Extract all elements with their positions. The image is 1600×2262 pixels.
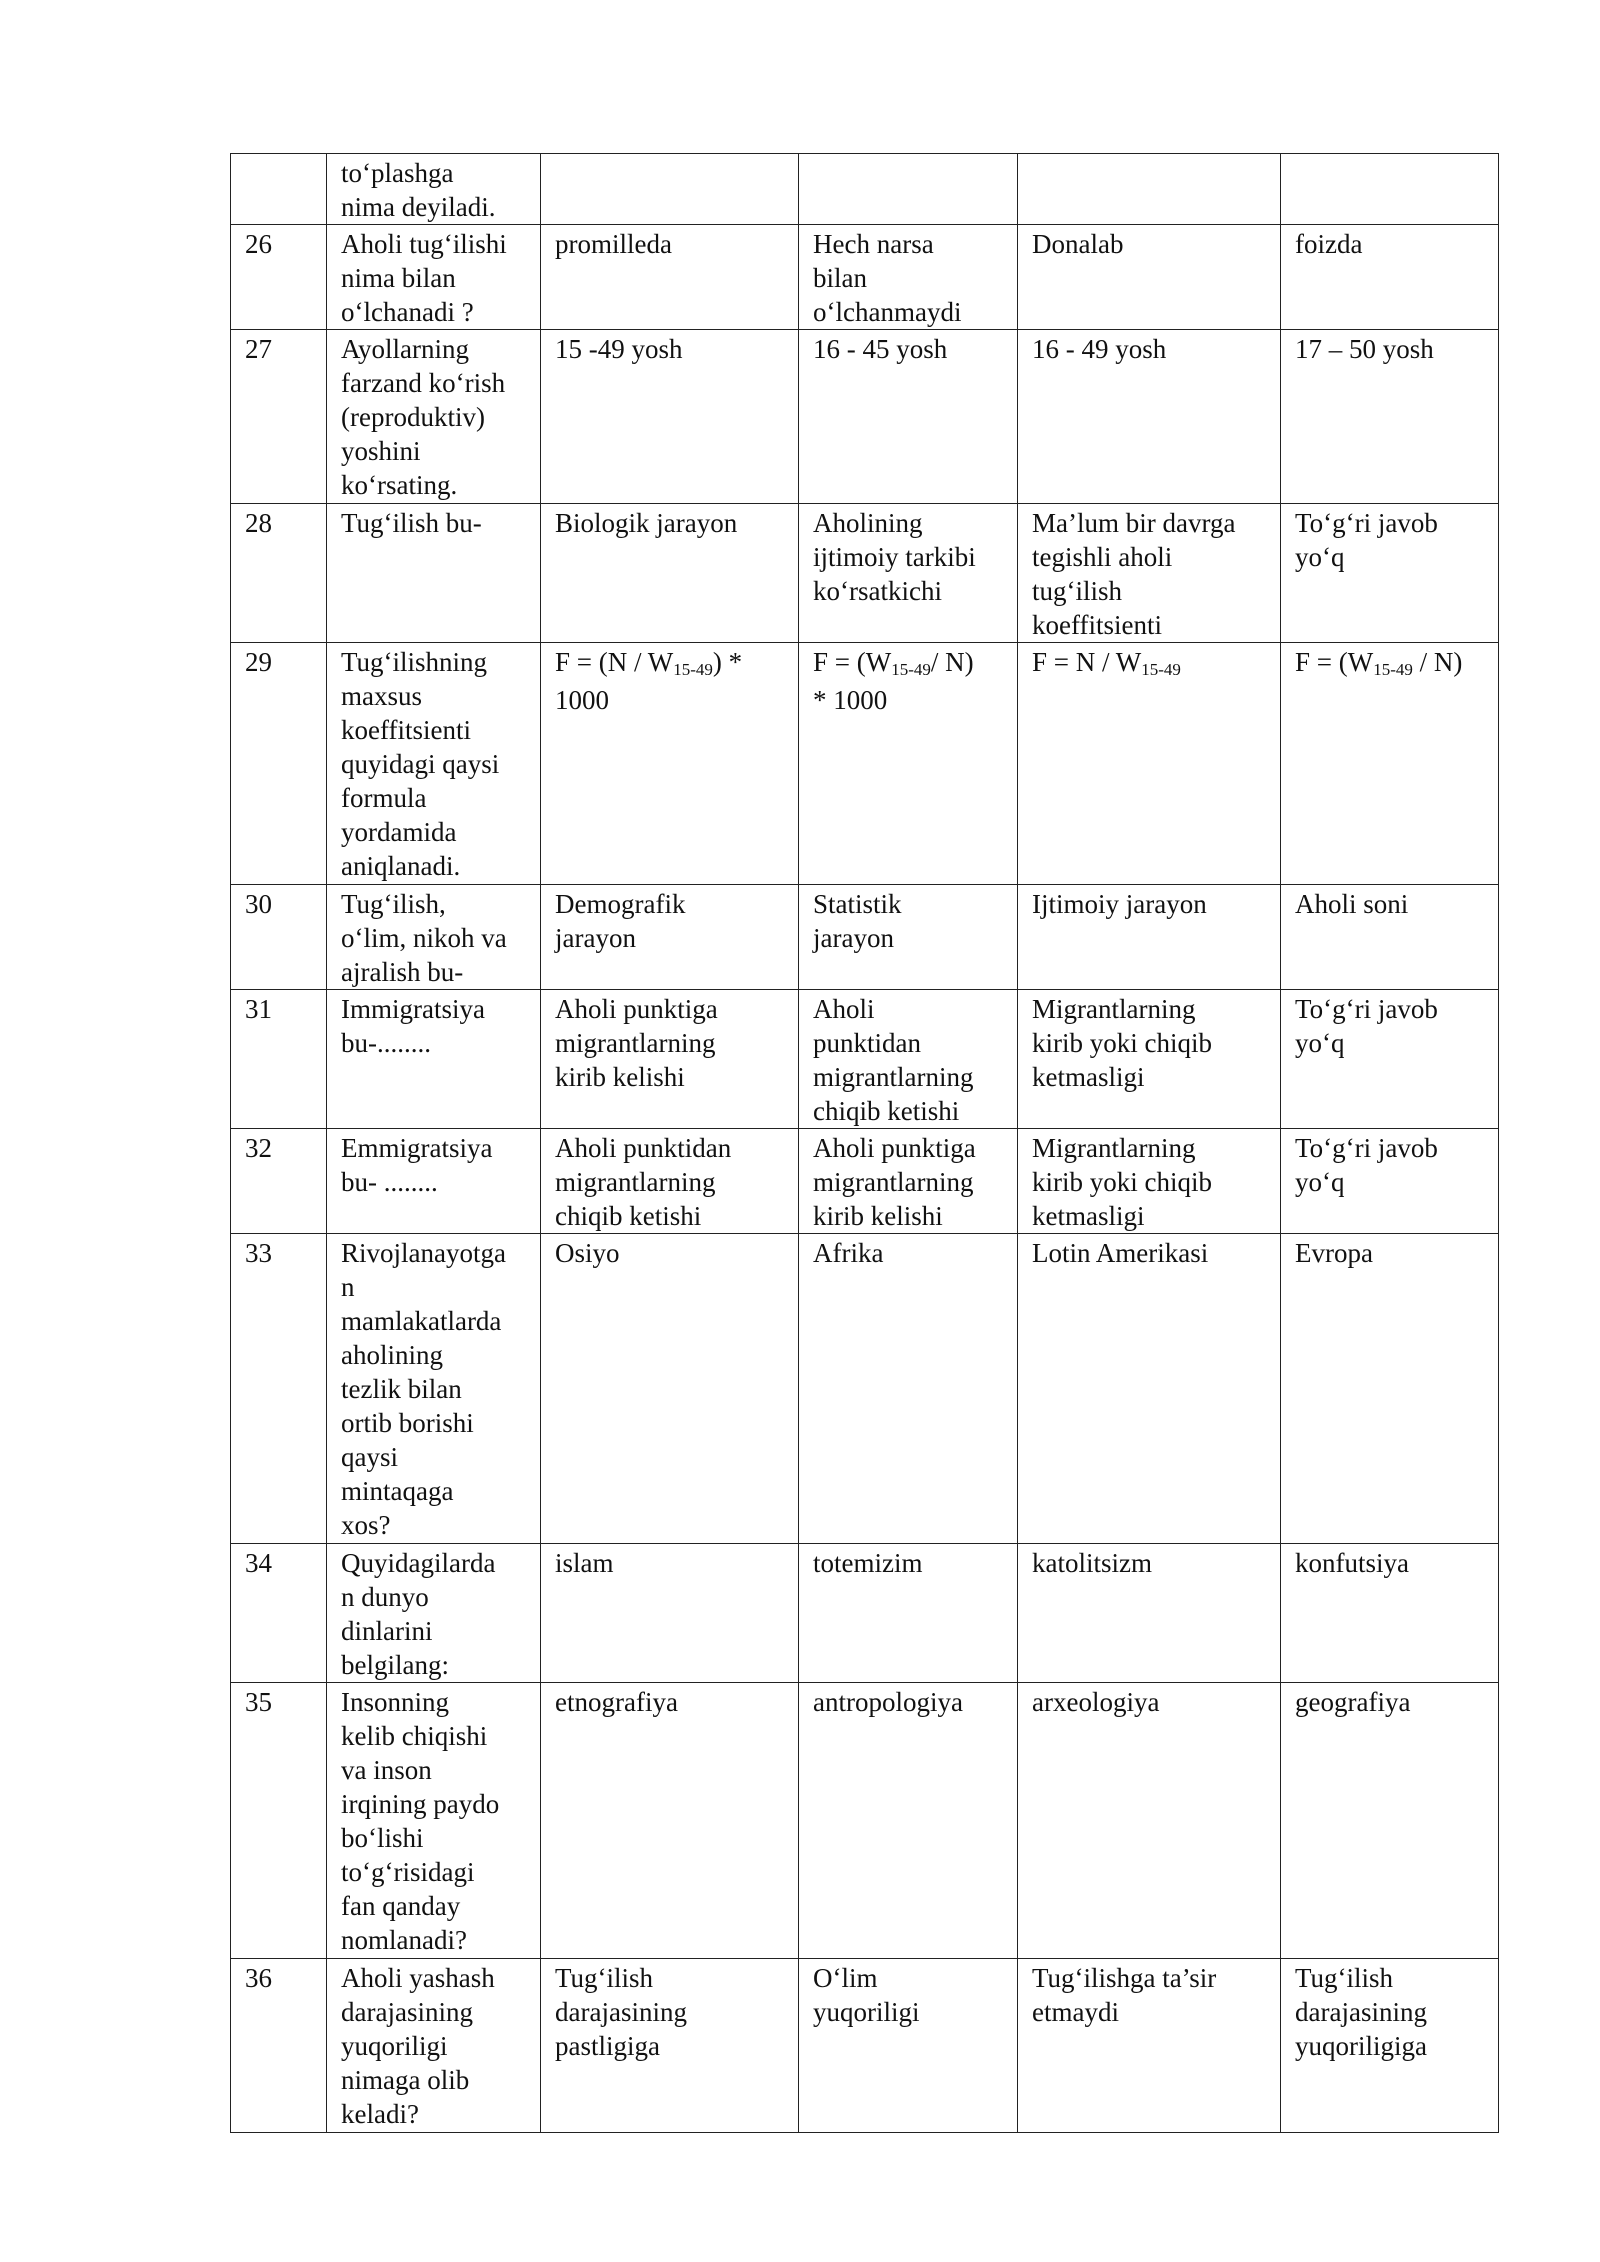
answer-b: 16 - 45 yosh [813, 334, 948, 364]
table-cell-question-text [327, 1959, 541, 2133]
answer-c: katolitsizm [1032, 1548, 1152, 1578]
table-row [231, 1959, 1499, 2133]
formula [1032, 645, 1266, 683]
table-cell-answer-a [541, 1129, 799, 1234]
table-row [231, 885, 1499, 990]
answer-b: Aholi punktiga migrantlarning kirib kelishi [813, 1133, 976, 1231]
table-cell-question-text [327, 990, 541, 1129]
answer-c: Ijtimoiy jarayon [1032, 889, 1207, 919]
question-number: 26 [245, 229, 272, 259]
table-cell-answer-c [1018, 1683, 1281, 1959]
quiz-table [230, 153, 1499, 2133]
table-cell-question-number [231, 504, 327, 643]
table-cell-question-text [327, 330, 541, 504]
formula-subscript: 15-49 [1373, 660, 1413, 679]
question-text: Tug‘ilish bu- [341, 508, 482, 538]
table-cell-answer-d [1281, 990, 1499, 1129]
answer-d: geografiya [1295, 1687, 1411, 1717]
table-cell-answer-d [1281, 225, 1499, 330]
question-text: Immigratsiya bu-........ [341, 994, 485, 1058]
table-cell-question-number [231, 643, 327, 885]
answer-c: Migrantlarning kirib yoki chiqib ketmasligi [1032, 994, 1212, 1092]
answer-d: 17 – 50 yosh [1295, 334, 1434, 364]
answer-d: Aholi soni [1295, 889, 1409, 919]
table-cell-answer-a [541, 225, 799, 330]
table-cell-answer-d [1281, 154, 1499, 225]
answer-c: Tug‘ilishga ta’sir etmaydi [1032, 1963, 1217, 2027]
table-cell-question-text [327, 504, 541, 643]
table-cell-question-number [231, 1129, 327, 1234]
table-cell-answer-c [1018, 1544, 1281, 1683]
table-cell-answer-b [799, 990, 1018, 1129]
formula [555, 645, 784, 717]
table-cell-answer-d [1281, 504, 1499, 643]
answer-b: totemizim [813, 1548, 923, 1578]
formula-text: / N) [1412, 647, 1463, 677]
table-cell-answer-a [541, 330, 799, 504]
answer-b: Statistik jarayon [813, 889, 902, 953]
table-cell-answer-a [541, 504, 799, 643]
table-row [231, 1129, 1499, 1234]
table-cell-question-text [327, 225, 541, 330]
table-cell-answer-b [799, 885, 1018, 990]
table-cell-answer-c [1018, 643, 1281, 885]
answer-b: O‘lim yuqoriligi [813, 1963, 920, 2027]
question-text: Ayollarning farzand ko‘rish (reproduktiv) yoshini ko‘rsating. [341, 334, 506, 500]
question-text: to‘plashga nima deyiladi. [341, 158, 496, 222]
table-cell-answer-a [541, 1959, 799, 2133]
table-cell-answer-a [541, 643, 799, 885]
table-cell-answer-a [541, 990, 799, 1129]
table-cell-question-text [327, 1683, 541, 1959]
table-cell-answer-b [799, 1959, 1018, 2133]
answer-c: Ma’lum bir davrga tegishli aholi tug‘ilish koeffitsienti [1032, 508, 1236, 640]
question-number: 32 [245, 1133, 272, 1163]
answer-d: To‘g‘ri javob yo‘q [1295, 994, 1438, 1058]
table-cell-question-text [327, 643, 541, 885]
quiz-table-body [231, 154, 1499, 2133]
formula-text: F = (N / W [555, 647, 674, 677]
question-text: Tug‘ilishning maxsus koeffitsienti quyidagi qaysi formula yordamida aniqlanadi. [341, 647, 500, 881]
table-cell-answer-d [1281, 1683, 1499, 1959]
answer-b: antropologiya [813, 1687, 963, 1717]
table-cell-answer-c [1018, 225, 1281, 330]
table-row [231, 1683, 1499, 1959]
table-cell-answer-d [1281, 643, 1499, 885]
answer-a: Biologik jarayon [555, 508, 738, 538]
question-number: 33 [245, 1238, 272, 1268]
answer-a: Demografik jarayon [555, 889, 686, 953]
table-cell-question-number [231, 330, 327, 504]
table-cell-question-text [327, 1129, 541, 1234]
table-row [231, 1234, 1499, 1544]
question-number: 28 [245, 508, 272, 538]
question-number: 35 [245, 1687, 272, 1717]
question-text: Rivojlanayotga n mamlakatlarda aholining tezlik bilan ortib borishi qaysi mintaqaga xos? [341, 1238, 506, 1540]
formula-text: F = (W [1295, 647, 1374, 677]
answer-a: Aholi punktiga migrantlarning kirib kelishi [555, 994, 718, 1092]
formula [813, 645, 1003, 717]
formula-subscript: 15-49 [673, 660, 713, 679]
formula-text: ) * 1000 [555, 647, 743, 715]
table-cell-answer-a [541, 1683, 799, 1959]
table-cell-answer-a [541, 1544, 799, 1683]
table-cell-answer-c [1018, 1234, 1281, 1544]
table-cell-answer-c [1018, 330, 1281, 504]
answer-a: islam [555, 1548, 614, 1578]
formula-text: F = (W [813, 647, 892, 677]
table-cell-question-number [231, 1683, 327, 1959]
table-cell-answer-d [1281, 1544, 1499, 1683]
answer-c: Migrantlarning kirib yoki chiqib ketmasligi [1032, 1133, 1212, 1231]
table-cell-answer-d [1281, 1129, 1499, 1234]
table-row [231, 643, 1499, 885]
answer-b: Aholining ijtimoiy tarkibi ko‘rsatkichi [813, 508, 976, 606]
table-cell-answer-c [1018, 1129, 1281, 1234]
table-cell-question-number [231, 1959, 327, 2133]
question-number: 30 [245, 889, 272, 919]
question-number: 31 [245, 994, 272, 1024]
question-number: 34 [245, 1548, 272, 1578]
table-row [231, 504, 1499, 643]
table-cell-answer-d [1281, 330, 1499, 504]
table-cell-answer-b [799, 504, 1018, 643]
answer-a: etnografiya [555, 1687, 678, 1717]
answer-d: foizda [1295, 229, 1363, 259]
answer-c: arxeologiya [1032, 1687, 1160, 1717]
formula-text: / N) * 1000 [813, 647, 974, 715]
table-cell-answer-d [1281, 885, 1499, 990]
table-cell-question-number [231, 885, 327, 990]
table-cell-answer-d [1281, 1959, 1499, 2133]
answer-a: Aholi punktidan migrantlarning chiqib ketishi [555, 1133, 732, 1231]
table-cell-answer-c [1018, 504, 1281, 643]
table-cell-answer-b [799, 1234, 1018, 1544]
question-text: Tug‘ilish, o‘lim, nikoh va ajralish bu- [341, 889, 507, 987]
table-cell-answer-a [541, 885, 799, 990]
answer-a: Osiyo [555, 1238, 620, 1268]
answer-c: Lotin Amerikasi [1032, 1238, 1209, 1268]
table-cell-question-number [231, 990, 327, 1129]
table-cell-answer-b [799, 225, 1018, 330]
answer-d: To‘g‘ri javob yo‘q [1295, 1133, 1438, 1197]
table-cell-answer-b [799, 643, 1018, 885]
answer-b: Afrika [813, 1238, 884, 1268]
answer-c: 16 - 49 yosh [1032, 334, 1167, 364]
table-cell-answer-c [1018, 885, 1281, 990]
question-text: Insonning kelib chiqishi va inson irqining paydo bo‘lishi to‘g‘risidagi fan qanday nomlanadi? [341, 1687, 500, 1955]
table-cell-question-text [327, 1544, 541, 1683]
question-number: 27 [245, 334, 272, 364]
table-cell-answer-c [1018, 1959, 1281, 2133]
table-cell-answer-b [799, 1544, 1018, 1683]
question-text: Aholi tug‘ilishi nima bilan o‘lchanadi ? [341, 229, 507, 327]
table-cell-question-number [231, 225, 327, 330]
answer-c: Donalab [1032, 229, 1124, 259]
table-row [231, 225, 1499, 330]
table-cell-answer-b [799, 330, 1018, 504]
answer-d: konfutsiya [1295, 1548, 1409, 1578]
table-row [231, 154, 1499, 225]
formula-text: F = N / W [1032, 647, 1142, 677]
answer-b: Aholi punktidan migrantlarning chiqib ketishi [813, 994, 974, 1126]
question-text: Quyidagilarda n dunyo dinlarini belgilang: [341, 1548, 496, 1680]
table-row [231, 1544, 1499, 1683]
table-row [231, 330, 1499, 504]
table-cell-question-number [231, 154, 327, 225]
question-number: 29 [245, 647, 272, 677]
question-text: Aholi yashash darajasining yuqoriligi nimaga olib keladi? [341, 1963, 495, 2129]
table-cell-answer-d [1281, 1234, 1499, 1544]
answer-a: Tug‘ilish darajasining pastligiga [555, 1963, 687, 2061]
table-cell-question-number [231, 1544, 327, 1683]
table-cell-answer-b [799, 1129, 1018, 1234]
answer-b: Hech narsa bilan o‘lchanmaydi [813, 229, 962, 327]
answer-d: To‘g‘ri javob yo‘q [1295, 508, 1438, 572]
answer-d: Evropa [1295, 1238, 1373, 1268]
table-cell-question-text [327, 154, 541, 225]
question-number: 36 [245, 1963, 272, 1993]
table-cell-answer-b [799, 1683, 1018, 1959]
answer-a: promilleda [555, 229, 672, 259]
answer-d: Tug‘ilish darajasining yuqoriligiga [1295, 1963, 1427, 2061]
table-cell-answer-b [799, 154, 1018, 225]
table-cell-answer-a [541, 1234, 799, 1544]
table-cell-answer-c [1018, 990, 1281, 1129]
table-cell-question-text [327, 1234, 541, 1544]
table-cell-answer-a [541, 154, 799, 225]
question-text: Emmigratsiya bu- ........ [341, 1133, 493, 1197]
table-row [231, 990, 1499, 1129]
formula-subscript: 15-49 [1141, 660, 1181, 679]
table-cell-question-number [231, 1234, 327, 1544]
table-cell-answer-c [1018, 154, 1281, 225]
answer-a: 15 -49 yosh [555, 334, 683, 364]
table-cell-question-text [327, 885, 541, 990]
formula-subscript: 15-49 [891, 660, 931, 679]
formula [1295, 645, 1484, 683]
